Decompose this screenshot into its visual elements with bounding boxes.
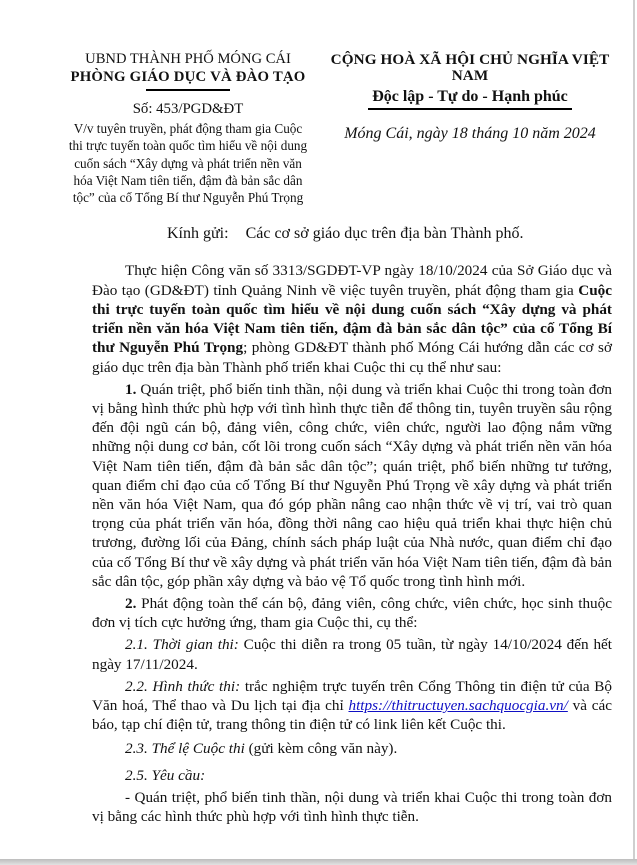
section-1: [92, 380, 612, 591]
doc-number: Số: 453/PGD&ĐT: [132, 101, 244, 117]
text-run: Cuộc thi trực tuyến toàn quốc tìm hiểu về nội dung cuốn sách “Xây dựng và phát triển nền văn hóa Việt Nam tiên tiến, đậm đà bản sắc dân tộc” của cố Tổng Bí thư Nguyễn Phú Trọng: [92, 281, 612, 357]
page-bottom-edge: [0, 859, 637, 865]
text-run: - Quán triệt, phổ biến tinh thần, nội dung và triển khai Cuộc thi trong toàn đơn vị bằng các hình thức phù hợp với tình hình thực tiễn.: [92, 788, 612, 825]
document-body: [92, 261, 612, 826]
text-run: 2.: [125, 594, 137, 612]
section-2: [92, 594, 612, 632]
section-2-1: [92, 635, 612, 673]
text-run: Cuộc thi diễn ra trong 05 tuần, từ ngày 14/10/2024 đến hết ngày 17/11/2024.: [92, 636, 613, 673]
text-run: ; phòng GD&ĐT thành phố Móng Cái hướng dẫn các cơ sở giáo dục trên địa bàn Thành phố triển khai Cuộc thi cụ thể như sau:: [92, 339, 612, 376]
issuing-org-block: [68, 52, 308, 206]
org-name: PHÒNG GIÁO DỤC VÀ ĐÀO TẠO: [70, 69, 306, 85]
requirement-item: [92, 788, 612, 826]
text-run: (gửi kèm công văn này).: [244, 740, 398, 758]
text-run: 2.2. Hình thức thi:: [125, 677, 241, 695]
page-right-edge: [633, 0, 635, 865]
text-run: Quán triệt, phổ biến tinh thần, nội dung và triển khai Cuộc thi trong toàn đơn vị bằng hình thức phù hợp với tình hình thực tiễn để thông tin, tuyên truyền sâu rộng đến đội ngũ cán bộ, đảng viên, công chức, viên chức, người lao động nắm vững những nội dung cơ bản, cốt lõi trong cuốn sách “Xây dựng và phát triển nền văn hóa Việt Nam tiên tiến, đậm đà bản sắc dân tộc”; quán triệt, phổ biến những tư tưởng, quan điểm chỉ đạo của cố Tổng Bí thư Nguyễn Phú Trọng về xây dựng và phát triển nền văn hóa Việt Nam, qua đó góp phần nâng cao nhận thức về vị trí, vai trò quan trọng của phát triển văn hóa, đồng thời nâng cao hiệu quả triển khai thực hiện chủ trương, đường lối của Đảng, chính sách pháp luật của Nhà nước, quan điểm chỉ đạo của cố Tổng Bí thư về xây dựng và phát triển văn hóa Việt Nam tiên tiến, đậm đà bản sắc dân tộc, góp phần xây dựng và bảo vệ Tổ quốc trong tình hình mới.: [92, 380, 612, 590]
text-run: 1.: [125, 380, 137, 398]
national-motto: [320, 88, 620, 110]
text-run: Phát động toàn thể cán bộ, đảng viên, công chức, viên chức, học sinh thuộc đơn vị tích cực hưởng ứng, tham gia Cuộc thi, cụ thể:: [92, 594, 612, 632]
greeting-line: [92, 223, 612, 245]
section-2-3: [92, 739, 612, 758]
document-content: [0, 223, 637, 826]
org-underline: [146, 89, 230, 91]
org-parent-name: UBND THÀNH PHỐ MÓNG CÁI: [85, 51, 291, 67]
national-title: CỘNG HOÀ XÃ HỘI CHỦ NGHĨA VIỆT NAM: [330, 51, 610, 84]
document-header: [0, 52, 637, 206]
national-motto-text: Độc lập - Tự do - Hạnh phúc: [368, 88, 572, 110]
doc-subject: V/v tuyên truyền, phát động tham gia Cuộc thi trực tuyến toàn quốc tìm hiểu về nội dung cuốn sách “Xây dựng và phát triển nền văn hóa Việt Nam tiên tiến, đậm đà bản sắc dân tộc” của cố Tổng Bí thư Nguyễn Phú Trọng: [68, 121, 308, 206]
text-run: trắc nghiệm trực tuyến trên Cổng Thông tin điện tử của Bộ Văn hoá, Thể thao và Du lịch tại địa chỉ: [92, 677, 612, 714]
greeting-label: Kính gửi:: [167, 225, 229, 243]
section-2-5: [92, 766, 612, 785]
contest-url-link[interactable]: https://thitructuyen.sachquocgia.vn/: [348, 696, 568, 714]
national-header-block: [320, 52, 620, 206]
greeting-recipient: Các cơ sở giáo dục trên địa bàn Thành phố.: [245, 225, 524, 243]
section-2-2: [92, 677, 612, 735]
place-date-line: Móng Cái, ngày 18 tháng 10 năm 2024: [344, 125, 596, 142]
paragraph-intro: [92, 261, 612, 376]
text-run: Thực hiện Công văn số 3313/SGDĐT-VP ngày 18/10/2024 của Sở Giáo dục và Đào tạo (GD&ĐT) tỉnh Quảng Ninh về việc tuyên truyền, phát động tham gia: [92, 262, 612, 299]
text-run: 2.1. Thời gian thi:: [125, 636, 239, 654]
text-run: 2.5. Yêu cầu:: [125, 766, 206, 784]
text-run: và các báo, tạp chí điện tử, trang thông tin điện tử có link liên kết Cuộc thi.: [92, 696, 612, 734]
text-run: 2.3. Thể lệ Cuộc thi: [125, 740, 245, 758]
